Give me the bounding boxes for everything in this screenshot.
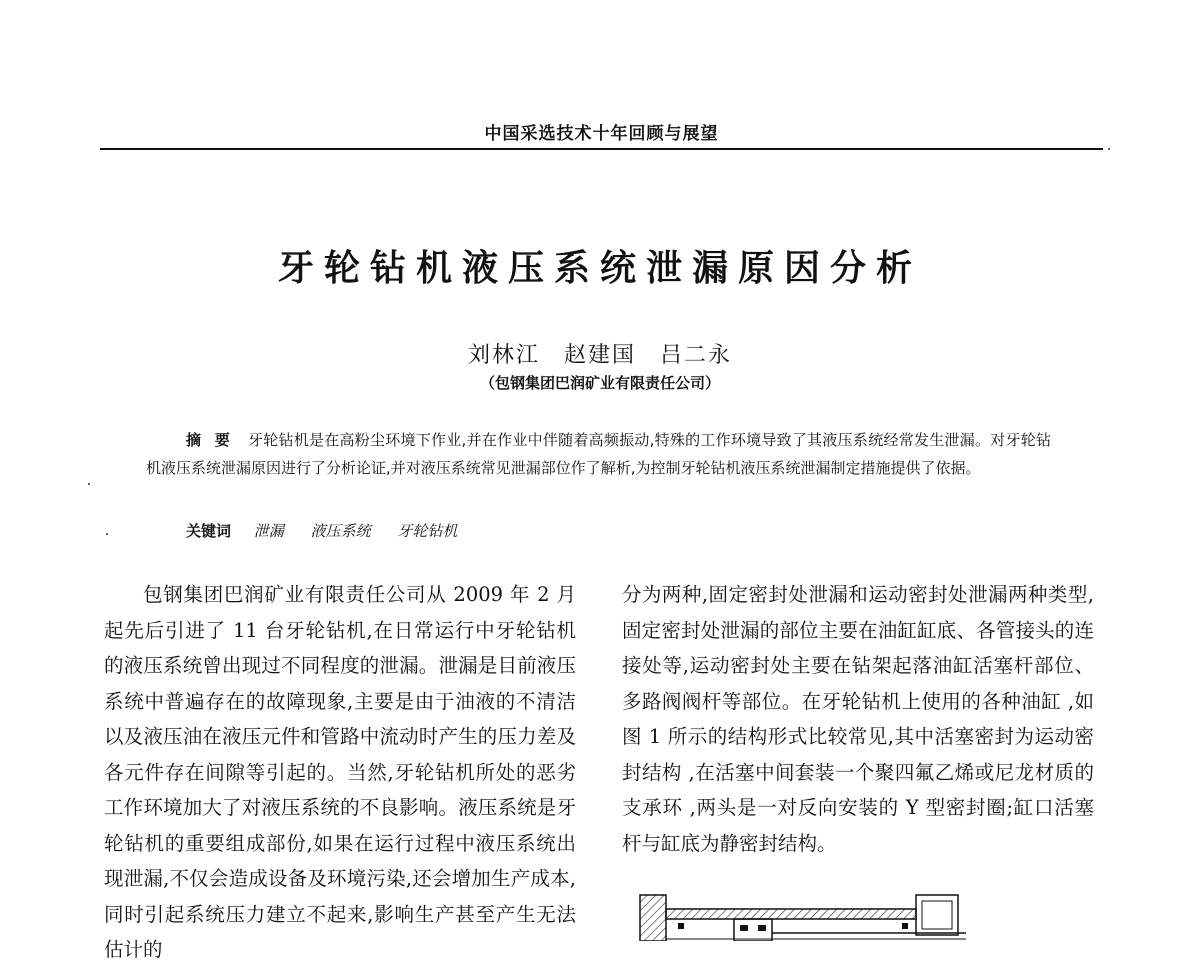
abstract <box>146 426 1051 482</box>
seal-marks <box>678 923 908 929</box>
body-paragraph: 分为两种,固定密封处泄漏和运动密封处泄漏两种类型,固定密封处泄漏的部位主要在油缸缸底、各管接头的连接处等,运动密封处主要在钻架起落油缸活塞杆部位、多路阀阀杆等部位。在牙轮钻机上使用的各种油缸 ,如图 1 所示的结构形式比较常见,其中活塞密封为运动密封结构 ,在活塞中间套装一个聚四氟乙烯或尼龙材质的支承环 ,两头是一对反向安装的 Y 型密封圈;缸口活塞杆与缸底为静密封结构。 <box>622 583 1094 855</box>
cylinder-figure <box>636 889 966 941</box>
cylinder-end-cap <box>640 895 666 941</box>
body-paragraph: 包钢集团巴润矿业有限责任公司从 2009 年 2 月起先后引进了 11 台牙轮钻机,在日常运行中牙轮钻机的液压系统曾出现过不同程度的泄漏。泄漏是目前液压系统中普遍存在的故障现象,主要是由于油液的不清洁以及液压油在液压元件和管路中流动时产生的压力差及各元件存在间隙等引起的。当然,牙轮钻机所处的恶劣工作环境加大了对液压系统的不良影响。液压系统是牙轮钻机的重要组成部份,如果在运行过程中液压系统出现泄漏,不仅会造成设备及环境污染,还会增加生产成本,同时引起系统压力建立不起来,影响生产甚至产生无法估计的 <box>104 583 576 961</box>
keywords <box>186 520 479 541</box>
keywords-label: 关键词 <box>186 522 232 540</box>
header-rule <box>100 148 1103 150</box>
cylinder-barrel-wall <box>666 909 916 919</box>
affiliation: （包钢集团巴润矿业有限责任公司） <box>479 374 720 392</box>
piston-rod <box>666 933 966 939</box>
authors: 刘林江 赵建国 吕二永 <box>467 343 732 368</box>
running-head: 中国采选技术十年回顾与展望 <box>484 124 719 144</box>
piston <box>734 919 772 941</box>
scan-speck <box>88 483 90 485</box>
keyword-item: 液压系统 <box>310 522 371 540</box>
paper-title: 牙轮钻机液压系统泄漏原因分析 <box>277 247 922 289</box>
cylinder-head <box>916 895 958 935</box>
keyword-item: 牙轮钻机 <box>397 522 458 540</box>
abstract-text: 牙轮钻机是在高粉尘环境下作业,并在作业中伴随着高频振动,特殊的工作环境导致了其液压系统经常发生泄漏。对牙轮钻机液压系统泄漏原因进行了分析论证,并对液压系统常见泄漏部位作了解析,为控制牙轮钻机液压系统泄漏制定措施提供了依据。 <box>146 431 1051 477</box>
body-right-column <box>622 577 1094 861</box>
body-left-column <box>104 577 576 968</box>
scan-speck <box>1108 148 1110 150</box>
abstract-label: 摘 要 <box>186 431 234 449</box>
keyword-item: 泄漏 <box>253 522 284 540</box>
scan-speck <box>106 533 108 535</box>
